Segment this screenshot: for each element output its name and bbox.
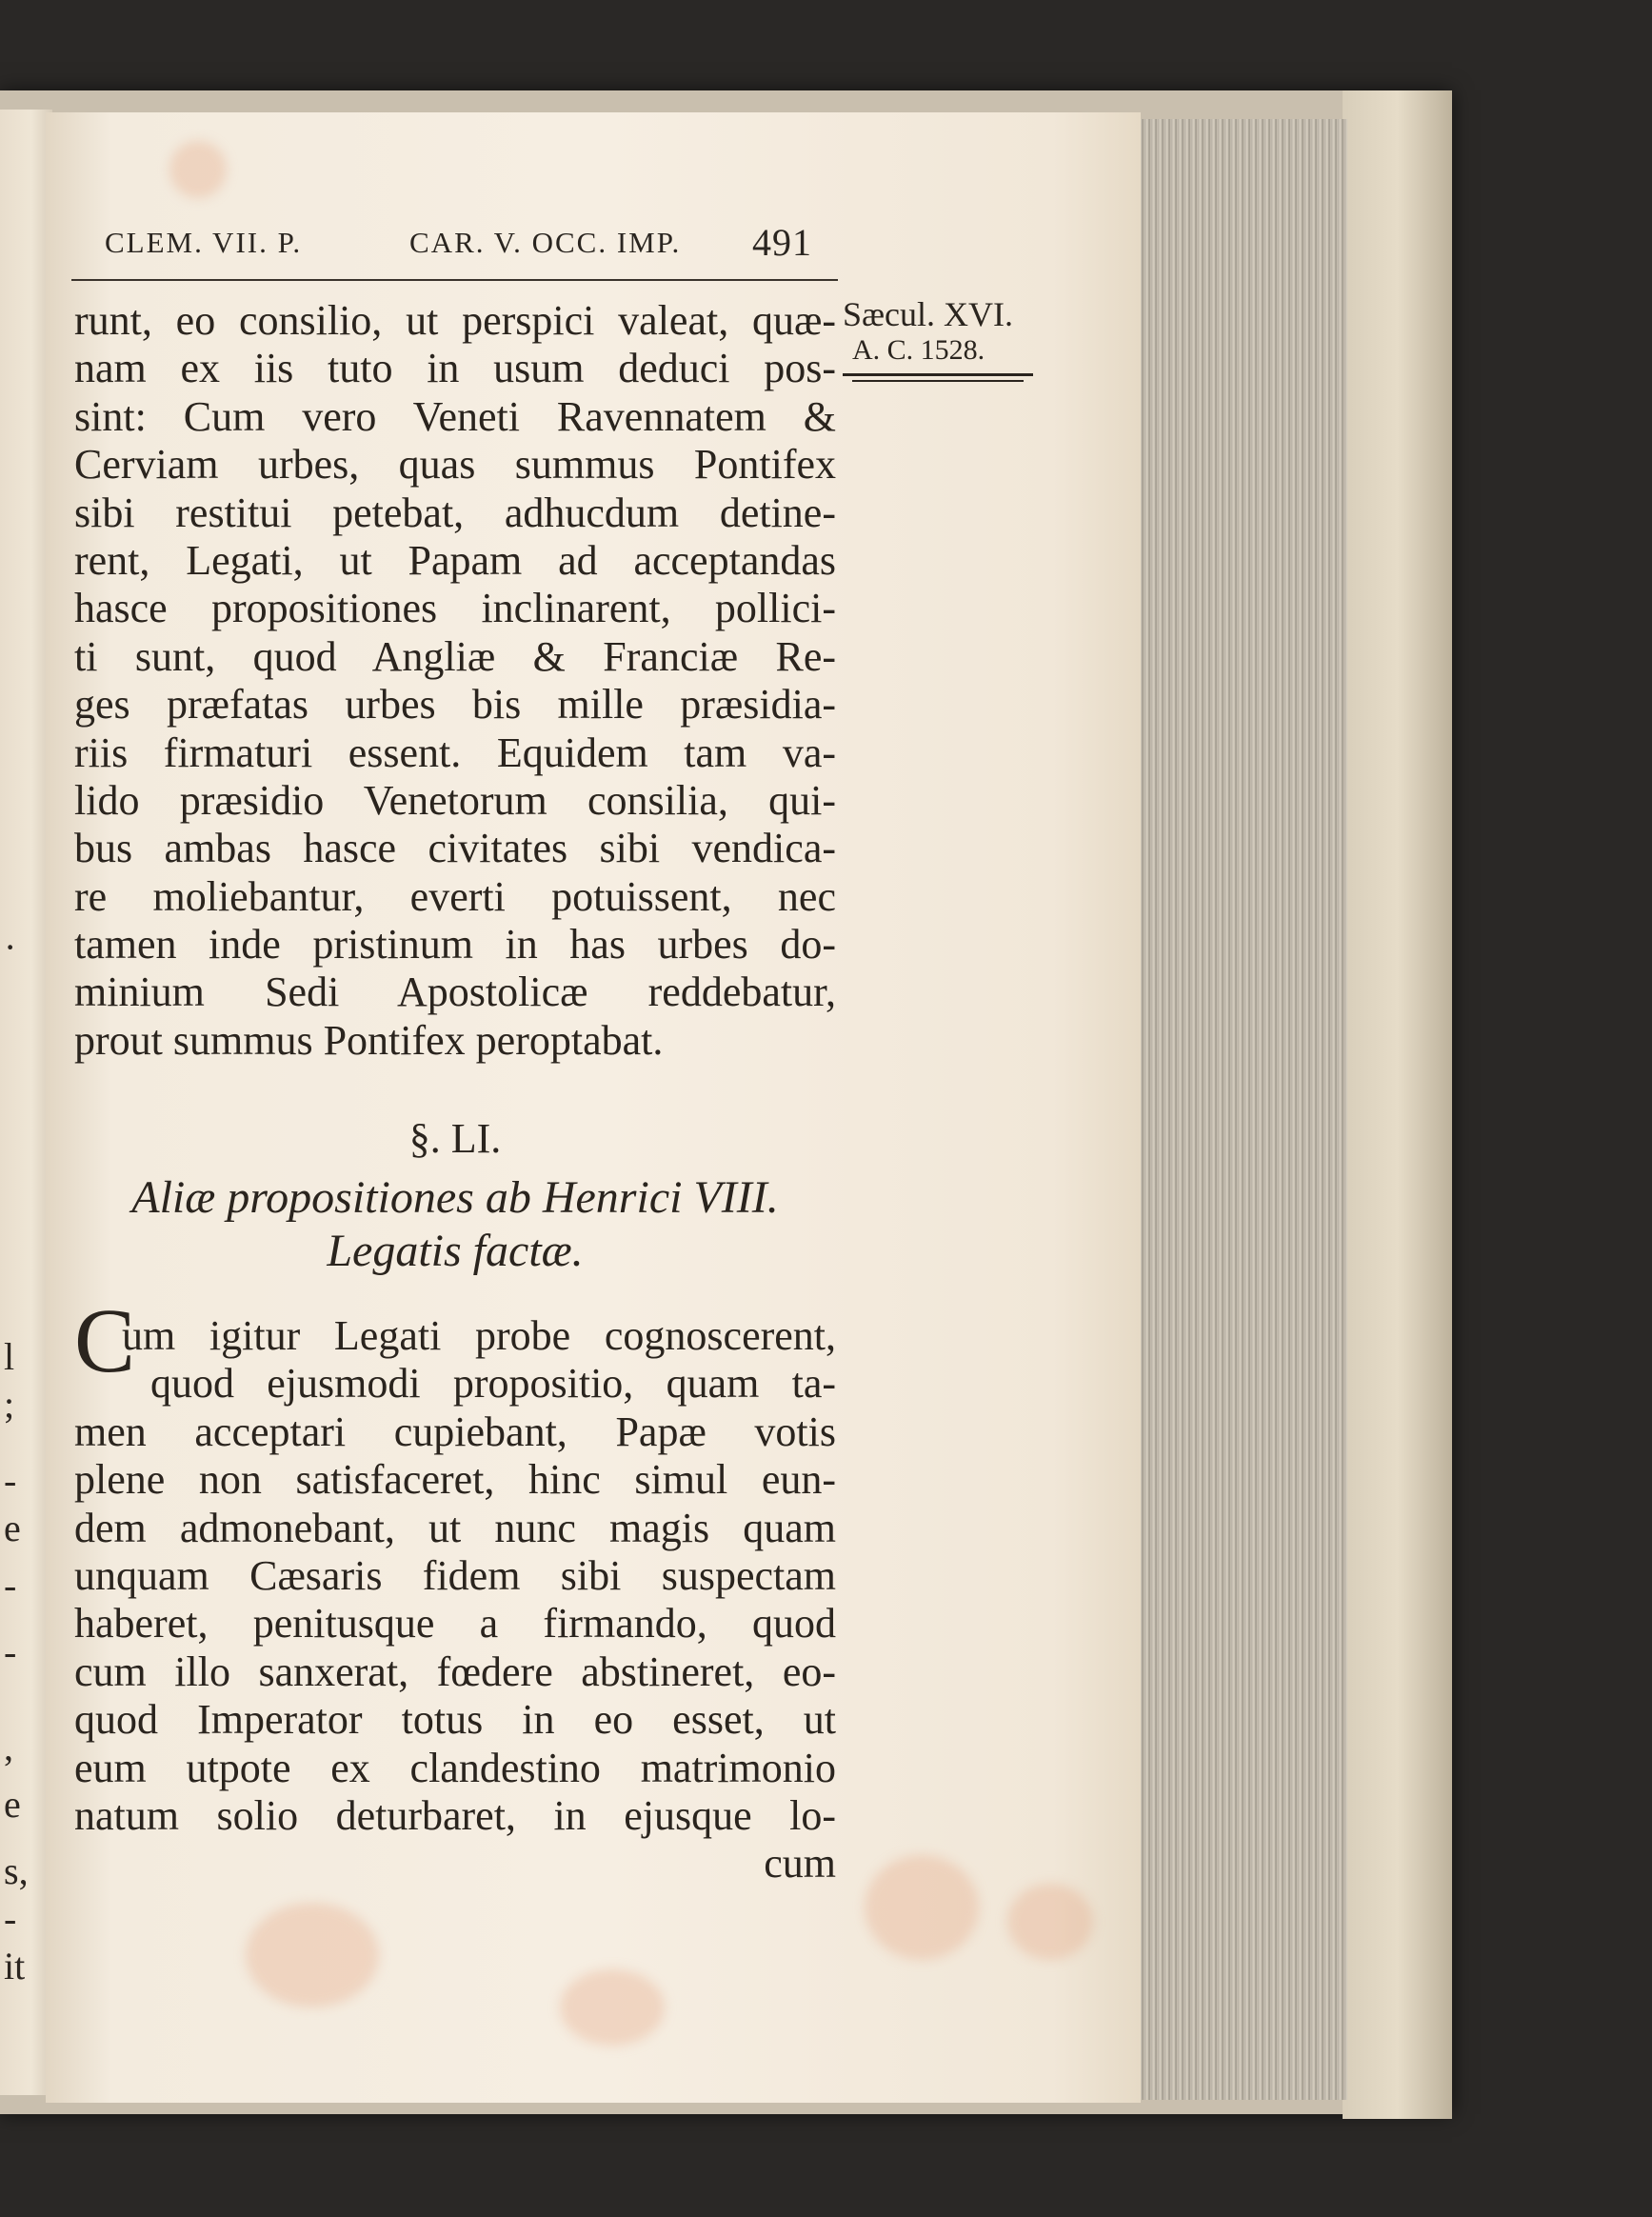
foxing-stain: [246, 1903, 379, 2007]
page-number: 491: [752, 221, 812, 264]
text-line: nam ex iis tuto in usum deduci pos-: [74, 345, 836, 392]
margin-note: [843, 295, 1043, 382]
left-page-fragment: -: [4, 1897, 17, 1940]
left-page-fragment: s,: [4, 1849, 29, 1892]
page-fore-edge: [1138, 119, 1347, 2100]
foxing-stain: [560, 1969, 665, 2046]
left-page-fragment: e: [4, 1783, 21, 1826]
left-page-fragment: e: [4, 1507, 21, 1549]
drop-cap: C: [74, 1289, 136, 1391]
text-line: sint: Cum vero Veneti Ravennatem &: [74, 392, 836, 440]
text-line: bus ambas hasce civitates sibi vendica-: [74, 825, 836, 872]
text-line: lido præsidio Venetorum consilia, qui-: [74, 776, 836, 824]
text-line: cum illo sanxerat, fœdere abstineret, eo-: [74, 1648, 836, 1695]
left-page-edge: [0, 110, 52, 2095]
margin-note-rule: [843, 373, 1033, 376]
foxing-stain: [865, 1855, 979, 1960]
text-line: hasce propositiones inclinarent, pollici-: [74, 585, 836, 632]
text-line: um igitur Legati probe cognoscerent,: [122, 1312, 836, 1359]
section-title-line: Legatis factæ.: [327, 1226, 584, 1276]
text-line: prout summus Pontifex peroptabat.: [74, 1016, 664, 1064]
paragraph-1: [74, 297, 836, 1065]
section-title: [74, 1171, 836, 1278]
cover-edge: [1343, 90, 1452, 2119]
left-page-fragment: -: [4, 1459, 17, 1502]
text-line: sibi restitui petebat, adhucdum detine-: [74, 489, 836, 536]
header-rule: [71, 279, 838, 281]
running-head-left: CLEM. VII. P.: [105, 226, 303, 259]
left-page-fragment: ;: [4, 1383, 15, 1426]
margin-note-year: A. C. 1528.: [852, 334, 985, 366]
catchword: cum: [764, 1840, 836, 1887]
section-number: §. LI.: [408, 1115, 502, 1162]
text-line: ges præfatas urbes bis mille præsidia-: [74, 681, 836, 729]
text-line: riis firmaturi essent. Equidem tam va-: [74, 729, 836, 776]
margin-note-rule: [852, 380, 1024, 382]
text-line: men acceptari cupiebant, Papæ votis: [74, 1408, 836, 1455]
margin-note-century: Sæcul. XVI.: [843, 295, 1013, 333]
section-title-line: Aliæ propositiones ab Henrici VIII.: [131, 1172, 779, 1223]
left-page-fragment: l: [4, 1335, 15, 1378]
text-line: ti sunt, quod Angliæ & Franciæ Re-: [74, 632, 836, 680]
left-page-fragment: ·: [4, 926, 17, 969]
text-line: plene non satisfaceret, hinc simul eun-: [74, 1456, 836, 1504]
left-page-fragment: ,: [4, 1726, 13, 1768]
foxing-stain: [1007, 1884, 1093, 1960]
paragraph-2: [74, 1312, 836, 1888]
text-line: tamen inde pristinum in has urbes do-: [74, 921, 836, 969]
text-line: natum solio deturbaret, in ejusque lo-: [74, 1791, 836, 1839]
text-line: unquam Cæsaris fidem sibi suspectam: [74, 1551, 836, 1599]
text-line: re moliebantur, everti potuissent, nec: [74, 872, 836, 920]
text-line: dem admonebant, ut nunc magis quam: [74, 1504, 836, 1551]
running-head-center: CAR. V. OCC. IMP.: [409, 226, 682, 259]
left-page-fragment: -: [4, 1630, 17, 1673]
text-line: rent, Legati, ut Papam ad acceptandas: [74, 536, 836, 584]
left-page-fragment: -: [4, 1564, 17, 1607]
text-line: Cerviam urbes, quas summus Pontifex: [74, 441, 836, 489]
text-line: eum utpote ex clandestino matrimonio: [74, 1744, 836, 1791]
text-line: quod ejusmodi propositio, quam ta-: [150, 1360, 836, 1408]
foxing-stain: [169, 141, 227, 198]
text-line: haberet, penitusque a firmando, quod: [74, 1600, 836, 1648]
text-line: minium Sedi Apostolicæ reddebatur,: [74, 969, 836, 1016]
left-page-fragment: it: [4, 1945, 26, 1987]
text-line: runt, eo consilio, ut perspici valeat, quæ-: [74, 297, 836, 344]
running-head: [105, 221, 838, 273]
text-line: quod Imperator totus in eo esset, ut: [74, 1696, 836, 1744]
